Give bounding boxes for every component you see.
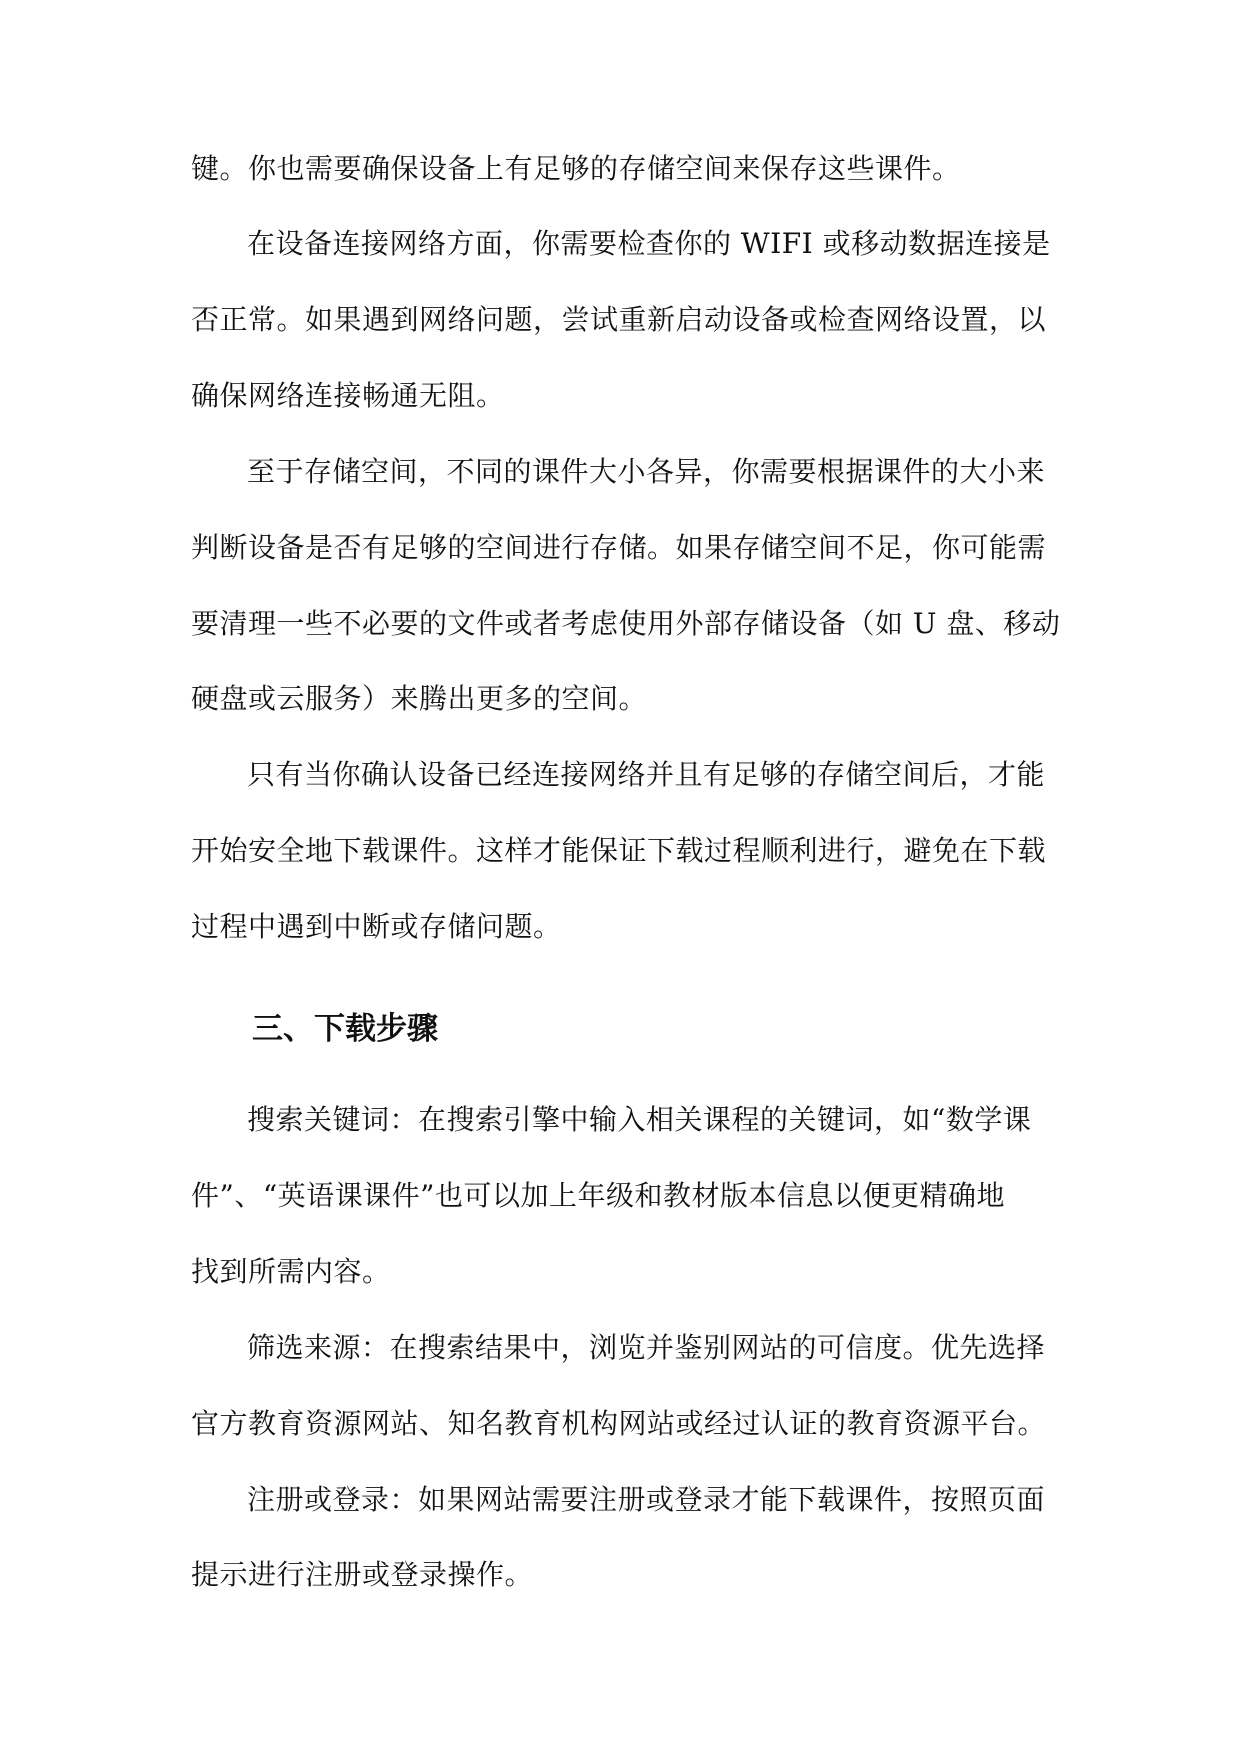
text-line: 硬盘或云服务）来腾出更多的空间。 [191,682,648,715]
text-line: 件”、“英语课课件”也可以加上年级和教材版本信息以便更精确地 [191,1179,1005,1212]
text-line: 只有当你确认设备已经连接网络并且有足够的存储空间后，才能 [247,758,1046,791]
text-line: 筛选来源：在搜索结果中，浏览并鉴别网站的可信度。优先选择 [247,1331,1046,1364]
text-line: 搜索关键词：在搜索引擎中输入相关课程的关键词，如“数学课 [247,1103,1032,1136]
text-line: 确保网络连接畅通无阻。 [191,379,505,412]
text-line: 键。你也需要确保设备上有足够的存储空间来保存这些课件。 [191,152,961,185]
text-line: 找到所需内容。 [191,1255,391,1288]
text-line: 要清理一些不必要的文件或者考虑使用外部存储设备（如 U 盘、移动 [191,607,1061,640]
text-line: 开始安全地下载课件。这样才能保证下载过程顺利进行，避免在下载 [191,834,1047,867]
section-heading: 三、下载步骤 [252,1011,438,1047]
text-line: 官方教育资源网站、知名教育机构网站或经过认证的教育资源平台。 [191,1407,1047,1440]
text-line: 过程中遇到中断或存储问题。 [191,910,562,943]
text-line: 至于存储空间，不同的课件大小各异，你需要根据课件的大小来 [247,455,1046,488]
text-line: 注册或登录：如果网站需要注册或登录才能下载课件，按照页面 [247,1483,1046,1516]
text-line: 在设备连接网络方面，你需要检查你的 WIFI 或移动数据连接是 [247,227,1051,260]
text-line: 提示进行注册或登录操作。 [191,1558,534,1591]
text-line: 否正常。如果遇到网络问题，尝试重新启动设备或检查网络设置，以 [191,303,1047,336]
text-line: 判断设备是否有足够的空间进行存储。如果存储空间不足，你可能需 [191,531,1047,564]
